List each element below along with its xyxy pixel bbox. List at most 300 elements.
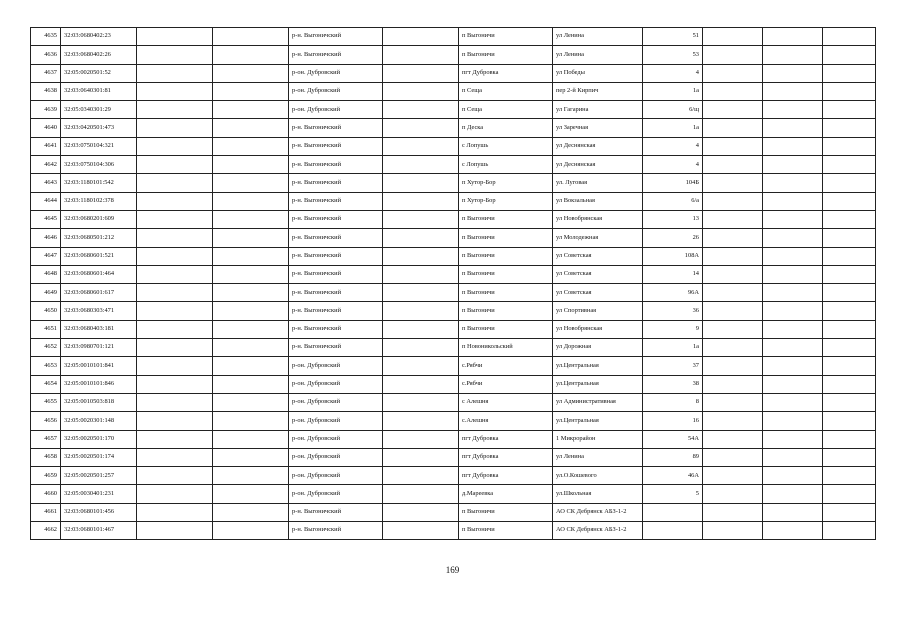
empty-cell: [823, 101, 876, 119]
house-number-cell: 89: [643, 448, 703, 466]
empty-cell: [213, 485, 289, 503]
empty-cell: [703, 485, 763, 503]
empty-cell: [213, 503, 289, 521]
house-number-cell: 104Б: [643, 174, 703, 192]
row-number-cell: 4637: [31, 64, 61, 82]
row-number-cell: 4645: [31, 210, 61, 228]
district-cell: р-он. Дубровский: [289, 448, 383, 466]
empty-cell: [703, 448, 763, 466]
empty-cell: [137, 101, 213, 119]
street-cell: ул Административная: [553, 393, 643, 411]
empty-cell: [137, 393, 213, 411]
empty-cell: [383, 137, 459, 155]
street-cell: АО СК Дебрянск АБЗ-1-2: [553, 503, 643, 521]
table-row: [31, 320, 876, 338]
cadastral-number-cell: 32:03:0680101:467: [61, 522, 137, 540]
empty-cell: [703, 302, 763, 320]
empty-cell: [763, 339, 823, 357]
cadastral-number-cell: 32:03:0680601:521: [61, 247, 137, 265]
table-row: [31, 156, 876, 174]
empty-cell: [213, 339, 289, 357]
row-number-cell: 4644: [31, 192, 61, 210]
row-number-cell: 4652: [31, 339, 61, 357]
district-cell: р-он. Дубровский: [289, 64, 383, 82]
table-row: [31, 302, 876, 320]
empty-cell: [763, 485, 823, 503]
house-number-cell: [643, 522, 703, 540]
empty-cell: [823, 64, 876, 82]
empty-cell: [703, 82, 763, 100]
row-number-cell: 4660: [31, 485, 61, 503]
empty-cell: [763, 46, 823, 64]
house-number-cell: 6/щ: [643, 101, 703, 119]
cadastral-number-cell: 32:05:0010101:846: [61, 375, 137, 393]
table-row: [31, 485, 876, 503]
house-number-cell: 96А: [643, 284, 703, 302]
house-number-cell: 53: [643, 46, 703, 64]
street-cell: ул.Центральная: [553, 412, 643, 430]
empty-cell: [213, 302, 289, 320]
empty-cell: [137, 82, 213, 100]
row-number-cell: 4640: [31, 119, 61, 137]
district-cell: р-н. Выгоничский: [289, 229, 383, 247]
locality-cell: п Сеща: [459, 82, 553, 100]
empty-cell: [823, 412, 876, 430]
locality-cell: п Выгоничи: [459, 503, 553, 521]
empty-cell: [703, 174, 763, 192]
empty-cell: [703, 156, 763, 174]
empty-cell: [763, 503, 823, 521]
house-number-cell: 14: [643, 265, 703, 283]
empty-cell: [383, 247, 459, 265]
empty-cell: [703, 430, 763, 448]
empty-cell: [703, 284, 763, 302]
street-cell: ул. Луговая: [553, 174, 643, 192]
house-number-cell: 51: [643, 28, 703, 46]
empty-cell: [213, 137, 289, 155]
empty-cell: [823, 210, 876, 228]
cadastral-number-cell: 32:03:0680303:471: [61, 302, 137, 320]
district-cell: р-он. Дубровский: [289, 82, 383, 100]
empty-cell: [213, 247, 289, 265]
street-cell: ул Советская: [553, 284, 643, 302]
empty-cell: [137, 357, 213, 375]
empty-cell: [213, 284, 289, 302]
house-number-cell: 4: [643, 156, 703, 174]
table-row: [31, 174, 876, 192]
locality-cell: с Лопушь: [459, 137, 553, 155]
street-cell: ул Деснянская: [553, 156, 643, 174]
empty-cell: [823, 247, 876, 265]
row-number-cell: 4650: [31, 302, 61, 320]
page-number: 169: [445, 565, 460, 575]
cadastral-number-cell: 32:03:0420501:473: [61, 119, 137, 137]
street-cell: ул Новобрянская: [553, 320, 643, 338]
district-cell: р-он. Дубровский: [289, 467, 383, 485]
cadastral-number-cell: 32:03:0750104:306: [61, 156, 137, 174]
empty-cell: [703, 28, 763, 46]
empty-cell: [213, 393, 289, 411]
locality-cell: п Выгоничи: [459, 265, 553, 283]
street-cell: ул.Центральная: [553, 375, 643, 393]
empty-cell: [763, 137, 823, 155]
empty-cell: [383, 302, 459, 320]
street-cell: АО СК Дебрянск АБЗ-1-2: [553, 522, 643, 540]
empty-cell: [137, 448, 213, 466]
empty-cell: [137, 467, 213, 485]
locality-cell: пгт Дубровка: [459, 467, 553, 485]
table-row: [31, 265, 876, 283]
row-number-cell: 4655: [31, 393, 61, 411]
cadastral-number-cell: 32:03:0680201:609: [61, 210, 137, 228]
cadastral-number-cell: 32:05:0020501:52: [61, 64, 137, 82]
empty-cell: [823, 430, 876, 448]
cadastral-number-cell: 32:05:0020301:148: [61, 412, 137, 430]
empty-cell: [823, 320, 876, 338]
table-row: [31, 64, 876, 82]
row-number-cell: 4636: [31, 46, 61, 64]
empty-cell: [703, 375, 763, 393]
row-number-cell: 4638: [31, 82, 61, 100]
district-cell: р-н. Выгоничский: [289, 265, 383, 283]
empty-cell: [823, 448, 876, 466]
street-cell: ул Вокзальная: [553, 192, 643, 210]
empty-cell: [763, 302, 823, 320]
empty-cell: [823, 46, 876, 64]
empty-cell: [763, 320, 823, 338]
empty-cell: [703, 503, 763, 521]
cadastral-number-cell: 32:05:0030401:231: [61, 485, 137, 503]
empty-cell: [213, 82, 289, 100]
district-cell: р-н. Выгоничский: [289, 137, 383, 155]
empty-cell: [823, 503, 876, 521]
empty-cell: [137, 302, 213, 320]
locality-cell: п Выгоничи: [459, 229, 553, 247]
district-cell: р-н. Выгоничский: [289, 192, 383, 210]
locality-cell: с Лопушь: [459, 156, 553, 174]
empty-cell: [383, 28, 459, 46]
empty-cell: [763, 156, 823, 174]
empty-cell: [383, 412, 459, 430]
cadastral-number-cell: 32:05:0340301:29: [61, 101, 137, 119]
empty-cell: [383, 522, 459, 540]
empty-cell: [383, 357, 459, 375]
house-number-cell: 4: [643, 137, 703, 155]
cadastral-number-cell: 32:03:1180101:542: [61, 174, 137, 192]
house-number-cell: 16: [643, 412, 703, 430]
empty-cell: [213, 28, 289, 46]
empty-cell: [763, 430, 823, 448]
district-cell: р-н. Выгоничский: [289, 46, 383, 64]
empty-cell: [213, 156, 289, 174]
house-number-cell: 36: [643, 302, 703, 320]
empty-cell: [383, 339, 459, 357]
row-number-cell: 4651: [31, 320, 61, 338]
table-row: [31, 28, 876, 46]
street-cell: ул Советская: [553, 265, 643, 283]
empty-cell: [703, 64, 763, 82]
cadastral-number-cell: 32:03:1180102:378: [61, 192, 137, 210]
district-cell: р-он. Дубровский: [289, 357, 383, 375]
locality-cell: п Выгоничи: [459, 28, 553, 46]
table-row: [31, 82, 876, 100]
table-row: [31, 46, 876, 64]
locality-cell: пгт Дубровка: [459, 64, 553, 82]
empty-cell: [763, 247, 823, 265]
empty-cell: [763, 393, 823, 411]
empty-cell: [823, 375, 876, 393]
empty-cell: [213, 448, 289, 466]
empty-cell: [703, 192, 763, 210]
locality-cell: с.Алешня: [459, 412, 553, 430]
empty-cell: [383, 284, 459, 302]
row-number-cell: 4649: [31, 284, 61, 302]
empty-cell: [823, 357, 876, 375]
district-cell: р-н. Выгоничский: [289, 522, 383, 540]
empty-cell: [383, 467, 459, 485]
row-number-cell: 4658: [31, 448, 61, 466]
empty-cell: [137, 485, 213, 503]
empty-cell: [763, 229, 823, 247]
empty-cell: [383, 485, 459, 503]
empty-cell: [823, 265, 876, 283]
cadastral-number-cell: 32:03:0680601:617: [61, 284, 137, 302]
empty-cell: [137, 28, 213, 46]
locality-cell: с.Рябчи: [459, 375, 553, 393]
street-cell: ул.О.Кошевого: [553, 467, 643, 485]
row-number-cell: 4646: [31, 229, 61, 247]
locality-cell: пгт Дубровка: [459, 448, 553, 466]
empty-cell: [763, 119, 823, 137]
empty-cell: [703, 522, 763, 540]
locality-cell: п Выгоничи: [459, 210, 553, 228]
table-row: [31, 357, 876, 375]
cadastral-number-cell: 32:03:0680402:23: [61, 28, 137, 46]
empty-cell: [137, 247, 213, 265]
district-cell: р-н. Выгоничский: [289, 339, 383, 357]
empty-cell: [213, 522, 289, 540]
empty-cell: [703, 229, 763, 247]
empty-cell: [763, 210, 823, 228]
empty-cell: [823, 284, 876, 302]
empty-cell: [383, 101, 459, 119]
street-cell: 1 Микрорайон: [553, 430, 643, 448]
house-number-cell: 8: [643, 393, 703, 411]
empty-cell: [137, 265, 213, 283]
cadastral-number-cell: 32:05:0010503:818: [61, 393, 137, 411]
table-row: [31, 448, 876, 466]
empty-cell: [137, 64, 213, 82]
empty-cell: [703, 357, 763, 375]
district-cell: р-н. Выгоничский: [289, 247, 383, 265]
row-number-cell: 4643: [31, 174, 61, 192]
empty-cell: [383, 393, 459, 411]
house-number-cell: 6/а: [643, 192, 703, 210]
empty-cell: [137, 412, 213, 430]
locality-cell: п Хутор-Бор: [459, 192, 553, 210]
empty-cell: [763, 357, 823, 375]
street-cell: ул.Школьная: [553, 485, 643, 503]
table-row: [31, 247, 876, 265]
empty-cell: [383, 320, 459, 338]
empty-cell: [823, 119, 876, 137]
empty-cell: [763, 375, 823, 393]
street-cell: ул Победы: [553, 64, 643, 82]
cadastral-number-cell: 32:05:0020501:170: [61, 430, 137, 448]
empty-cell: [763, 448, 823, 466]
cadastral-number-cell: 32:05:0010101:841: [61, 357, 137, 375]
empty-cell: [763, 28, 823, 46]
empty-cell: [383, 210, 459, 228]
empty-cell: [137, 339, 213, 357]
empty-cell: [703, 247, 763, 265]
empty-cell: [137, 137, 213, 155]
house-number-cell: 1а: [643, 339, 703, 357]
empty-cell: [383, 229, 459, 247]
table-row: [31, 375, 876, 393]
street-cell: ул Заречная: [553, 119, 643, 137]
empty-cell: [823, 174, 876, 192]
empty-cell: [383, 430, 459, 448]
district-cell: р-н. Выгоничский: [289, 174, 383, 192]
empty-cell: [213, 375, 289, 393]
house-number-cell: 108А: [643, 247, 703, 265]
empty-cell: [137, 284, 213, 302]
cadastral-number-cell: 32:05:0020501:174: [61, 448, 137, 466]
locality-cell: пгт Дубровка: [459, 430, 553, 448]
district-cell: р-он. Дубровский: [289, 375, 383, 393]
cadastral-number-cell: 32:03:0680101:456: [61, 503, 137, 521]
empty-cell: [703, 393, 763, 411]
row-number-cell: 4635: [31, 28, 61, 46]
row-number-cell: 4654: [31, 375, 61, 393]
empty-cell: [823, 485, 876, 503]
empty-cell: [763, 284, 823, 302]
district-cell: р-н. Выгоничский: [289, 119, 383, 137]
empty-cell: [823, 137, 876, 155]
cadastral-number-cell: 32:03:0750104:321: [61, 137, 137, 155]
street-cell: ул Молодежная: [553, 229, 643, 247]
empty-cell: [213, 430, 289, 448]
empty-cell: [823, 522, 876, 540]
district-cell: р-н. Выгоничский: [289, 302, 383, 320]
locality-cell: п Выгоничи: [459, 320, 553, 338]
district-cell: р-н. Выгоничский: [289, 320, 383, 338]
district-cell: р-н. Выгоничский: [289, 210, 383, 228]
empty-cell: [383, 375, 459, 393]
house-number-cell: 37: [643, 357, 703, 375]
row-number-cell: 4639: [31, 101, 61, 119]
row-number-cell: 4648: [31, 265, 61, 283]
table-row: [31, 522, 876, 540]
empty-cell: [383, 192, 459, 210]
empty-cell: [213, 357, 289, 375]
table-row: [31, 430, 876, 448]
district-cell: р-он. Дубровский: [289, 430, 383, 448]
street-cell: ул Ленина: [553, 448, 643, 466]
house-number-cell: 4: [643, 64, 703, 82]
cadastral-number-cell: 32:03:0680501:212: [61, 229, 137, 247]
empty-cell: [137, 174, 213, 192]
empty-cell: [213, 192, 289, 210]
house-number-cell: 5: [643, 485, 703, 503]
empty-cell: [213, 174, 289, 192]
empty-cell: [703, 412, 763, 430]
empty-cell: [823, 302, 876, 320]
row-number-cell: 4662: [31, 522, 61, 540]
locality-cell: п Сеща: [459, 101, 553, 119]
empty-cell: [137, 210, 213, 228]
empty-cell: [137, 229, 213, 247]
empty-cell: [823, 467, 876, 485]
district-cell: р-н. Выгоничский: [289, 156, 383, 174]
empty-cell: [383, 46, 459, 64]
row-number-cell: 4657: [31, 430, 61, 448]
empty-cell: [703, 119, 763, 137]
row-number-cell: 4661: [31, 503, 61, 521]
empty-cell: [137, 522, 213, 540]
empty-cell: [383, 82, 459, 100]
empty-cell: [383, 156, 459, 174]
table-row: [31, 101, 876, 119]
empty-cell: [823, 156, 876, 174]
empty-cell: [137, 46, 213, 64]
empty-cell: [823, 339, 876, 357]
empty-cell: [703, 320, 763, 338]
empty-cell: [763, 412, 823, 430]
house-number-cell: 46А: [643, 467, 703, 485]
empty-cell: [213, 412, 289, 430]
street-cell: ул.Центральная: [553, 357, 643, 375]
locality-cell: д.Мареевка: [459, 485, 553, 503]
row-number-cell: 4659: [31, 467, 61, 485]
street-cell: ул Гагарина: [553, 101, 643, 119]
empty-cell: [823, 192, 876, 210]
empty-cell: [383, 174, 459, 192]
table-row: [31, 412, 876, 430]
locality-cell: п Выгоничи: [459, 522, 553, 540]
empty-cell: [213, 210, 289, 228]
row-number-cell: 4642: [31, 156, 61, 174]
house-number-cell: 9: [643, 320, 703, 338]
empty-cell: [763, 82, 823, 100]
empty-cell: [383, 64, 459, 82]
empty-cell: [763, 522, 823, 540]
house-number-cell: 26: [643, 229, 703, 247]
empty-cell: [763, 192, 823, 210]
empty-cell: [213, 119, 289, 137]
empty-cell: [213, 320, 289, 338]
street-cell: ул Деснянская: [553, 137, 643, 155]
cadastral-number-cell: 32:03:0980701:121: [61, 339, 137, 357]
empty-cell: [703, 467, 763, 485]
empty-cell: [703, 339, 763, 357]
cadastral-number-cell: 32:05:0020501:257: [61, 467, 137, 485]
street-cell: пер 2-й Кирпич: [553, 82, 643, 100]
cadastral-number-cell: 32:03:0680601:464: [61, 265, 137, 283]
table-row: [31, 467, 876, 485]
empty-cell: [137, 192, 213, 210]
row-number-cell: 4647: [31, 247, 61, 265]
empty-cell: [137, 156, 213, 174]
locality-cell: п Выгоничи: [459, 284, 553, 302]
empty-cell: [137, 430, 213, 448]
table-row: [31, 119, 876, 137]
district-cell: р-он. Дубровский: [289, 412, 383, 430]
empty-cell: [383, 119, 459, 137]
house-number-cell: 38: [643, 375, 703, 393]
street-cell: ул Новобрянская: [553, 210, 643, 228]
